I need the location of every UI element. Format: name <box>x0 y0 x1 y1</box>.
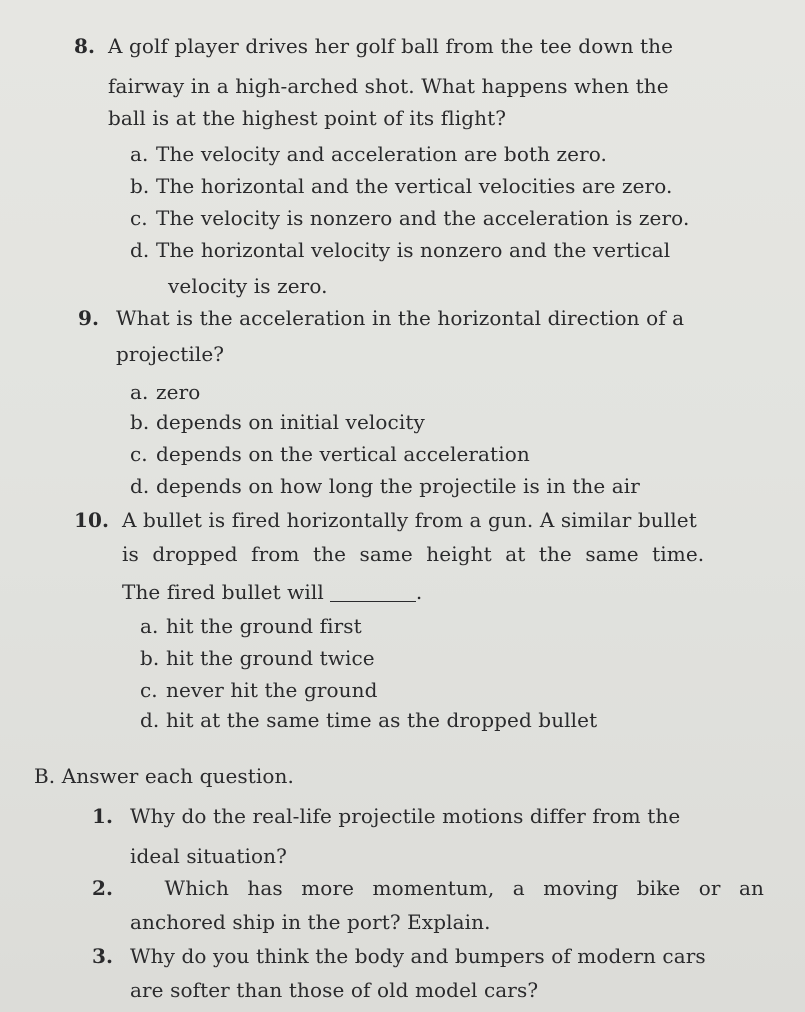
q8-stem-line-3 <box>108 108 506 128</box>
q10-stem-text-1: A bullet is fired horizontally from a gun. A similar bullet <box>122 508 697 532</box>
q8-choice-c-text: The velocity is nonzero and the acceleration is zero. <box>156 206 690 230</box>
q9-choice-a-letter: a. <box>130 380 149 404</box>
q8-choice-b-letter: b. <box>130 174 150 198</box>
q10-choice-c-letter: c. <box>140 678 158 702</box>
q8-stem-line-1 <box>74 36 740 56</box>
q9-choice-c-letter: c. <box>130 442 148 466</box>
b1-text-1: Why do the real-life projectile motions differ from the <box>130 804 681 828</box>
section-b-heading <box>34 766 294 786</box>
q9-choice-c <box>130 444 530 464</box>
b2-text-1: Which has more momentum, a moving bike or an <box>164 876 764 900</box>
q8-choice-d-text: The horizontal velocity is nonzero and the vertical <box>156 238 671 262</box>
q9-choice-b-text: depends on initial velocity <box>156 410 425 434</box>
q8-stem-text-3: ball is at the highest point of its flight? <box>108 106 507 130</box>
b1-line-1 <box>92 806 680 826</box>
q9-choice-a <box>130 382 200 402</box>
q9-choice-a-text: zero <box>156 380 201 404</box>
q10-stem-line-3 <box>122 582 422 602</box>
b1-text-2: ideal situation? <box>130 844 287 868</box>
b2-number: 2. <box>92 876 114 900</box>
q8-number: 8. <box>74 34 96 58</box>
q8-choice-d-text-continued: velocity is zero. <box>168 274 328 298</box>
q8-choice-c <box>130 208 689 228</box>
q10-choice-a-text: hit the ground first <box>166 614 362 638</box>
b1-number: 1. <box>92 804 114 828</box>
q10-stem-line-1 <box>74 510 697 530</box>
q8-choice-a-letter: a. <box>130 142 149 166</box>
q8-choice-a <box>130 144 607 164</box>
q10-stem-text-2: is dropped from the same height at the same time. <box>122 542 705 566</box>
q10-choice-b <box>140 648 375 668</box>
q10-stem-end: . <box>415 580 423 604</box>
q10-choice-b-text: hit the ground twice <box>166 646 375 670</box>
q10-choice-b-letter: b. <box>140 646 160 670</box>
q10-choice-d <box>140 710 597 730</box>
b3-text-2: are softer than those of old model cars? <box>130 978 539 1002</box>
q9-choice-c-text: depends on the vertical acceleration <box>156 442 530 466</box>
b1-line-2 <box>130 846 287 866</box>
b3-line-1 <box>92 946 706 966</box>
q9-choice-b-letter: b. <box>130 410 150 434</box>
q8-choice-d-letter: d. <box>130 238 150 262</box>
q10-choice-c-text: never hit the ground <box>166 678 378 702</box>
q10-stem-text-3: The fired bullet will <box>122 580 324 604</box>
q9-stem-text-2: projectile? <box>116 342 225 366</box>
q10-choice-c <box>140 680 378 700</box>
q8-choice-d <box>130 240 670 260</box>
q10-choice-a <box>140 616 362 636</box>
q9-choice-d-text: depends on how long the projectile is in the air <box>156 474 640 498</box>
q9-choice-d-letter: d. <box>130 474 150 498</box>
q10-choice-d-text: hit at the same time as the dropped bullet <box>166 708 598 732</box>
q8-choice-c-letter: c. <box>130 206 148 230</box>
q8-stem-text-1: A golf player drives her golf ball from the tee down the <box>108 34 674 58</box>
q10-choice-d-letter: d. <box>140 708 160 732</box>
q9-choice-b <box>130 412 425 432</box>
b3-line-2 <box>130 980 538 1000</box>
q8-choice-a-text: The velocity and acceleration are both zero. <box>156 142 608 166</box>
q8-stem-text-2: fairway in a high-arched shot. What happens when the <box>108 74 669 98</box>
q9-number: 9. <box>78 306 100 330</box>
section-b-heading-text: B. Answer each question. <box>34 764 294 788</box>
q8-choice-d-continued <box>168 276 328 296</box>
b2-text-2: anchored ship in the port? Explain. <box>130 910 491 934</box>
b3-number: 3. <box>92 944 114 968</box>
q9-stem-line-2 <box>116 344 224 364</box>
q10-answer-blank <box>330 585 416 602</box>
q8-choice-b-text: The horizontal and the vertical velocities are zero. <box>156 174 673 198</box>
q9-stem-text-1: What is the acceleration in the horizontal direction of a <box>116 306 685 330</box>
q8-choice-b <box>130 176 672 196</box>
b2-line-1 <box>92 878 764 898</box>
b2-line-2 <box>130 912 491 932</box>
q9-stem-line-1 <box>78 308 684 328</box>
q9-choice-d <box>130 476 640 496</box>
q10-choice-a-letter: a. <box>140 614 159 638</box>
q10-number: 10. <box>74 508 110 532</box>
b3-text-1: Why do you think the body and bumpers of modern cars <box>130 944 706 968</box>
q8-stem-line-2 <box>108 76 669 96</box>
q10-stem-line-2 <box>122 544 752 564</box>
